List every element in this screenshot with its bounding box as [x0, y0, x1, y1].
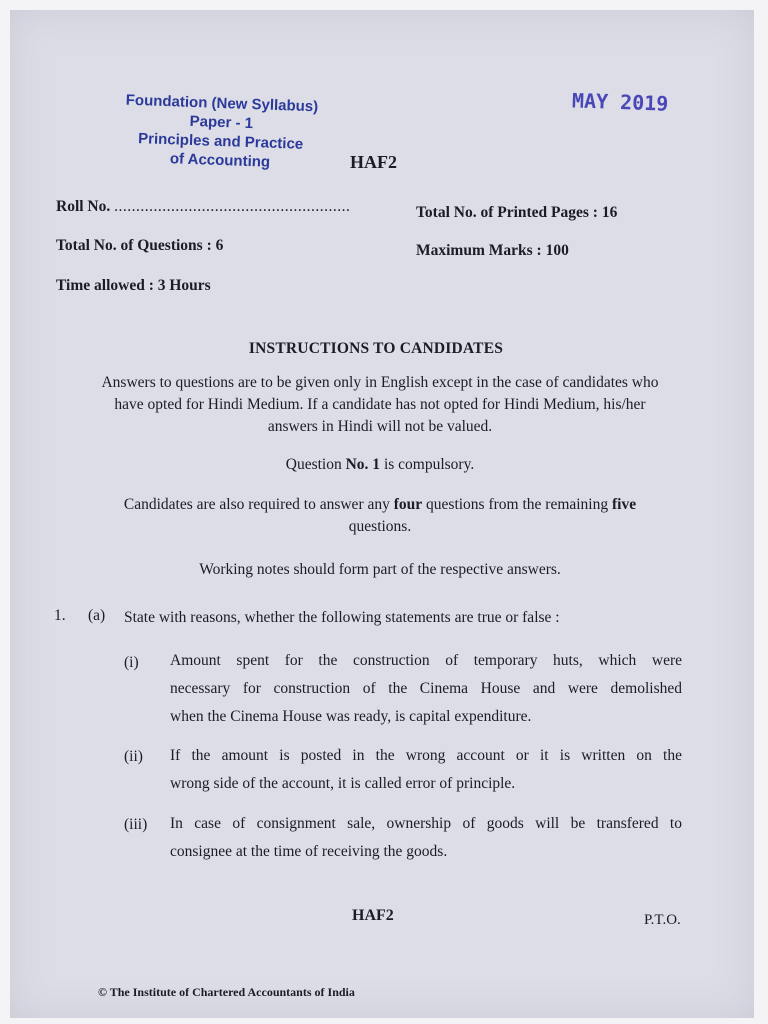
- question-stem: State with reasons, whether the following statements are true or false :: [124, 609, 560, 626]
- question-number: 1.: [54, 607, 66, 624]
- total-questions: Total No. of Questions : 6: [56, 237, 224, 254]
- please-turn-over: P.T.O.: [644, 912, 681, 928]
- exam-paper-page: [10, 10, 754, 1018]
- statement-i: [170, 647, 682, 731]
- choice-prefix: Candidates are also required to answer any: [123, 496, 394, 513]
- statement-iii-line-1: In case of consignment sale, ownership of goods will be transfered to: [170, 815, 682, 832]
- copyright-notice: © The Institute of Chartered Accountants of India: [98, 985, 355, 999]
- roll-no: [56, 198, 350, 216]
- compulsory-suffix: is compulsory.: [380, 456, 475, 473]
- choice-middle: questions from the remaining: [422, 496, 612, 513]
- stamp-line-subject-1: Principles and Practice: [137, 130, 304, 153]
- item-label-i: (i): [124, 654, 139, 671]
- statement-i-line-3: when the Cinema House was ready, is capital expenditure.: [170, 708, 532, 725]
- item-label-iii: (iii): [124, 816, 148, 833]
- language-line-2: have opted for Hindi Medium. If a candidate has not opted for Hindi Medium, his/her: [114, 396, 646, 413]
- statement-i-line-2: necessary for construction of the Cinema House and were demolished: [170, 680, 682, 697]
- choice-instruction: [50, 494, 710, 538]
- language-instruction: [40, 372, 720, 438]
- statement-ii-line-2: wrong side of the account, it is called error of principle.: [170, 775, 516, 792]
- paper-code: HAF2: [350, 152, 397, 172]
- choice-remaining: five: [612, 496, 637, 513]
- time-allowed: Time allowed : 3 Hours: [56, 277, 211, 294]
- compulsory-prefix: Question: [285, 456, 346, 473]
- choice-line-2: questions.: [348, 518, 412, 535]
- total-printed-pages: Total No. of Printed Pages : 16: [416, 204, 618, 221]
- statement-iii-line-2: consignee at the time of receiving the goods.: [170, 843, 448, 860]
- stamp-line-paper: Paper - 1: [189, 112, 254, 133]
- choice-line-1: [50, 494, 710, 516]
- roll-no-dots: ......................................................: [114, 198, 351, 215]
- stamp-line-course: Foundation (New Syllabus): [125, 91, 319, 116]
- date-stamp: MAY 2019: [571, 88, 669, 116]
- compulsory-number: No. 1: [345, 456, 381, 473]
- statement-iii: [170, 810, 682, 866]
- course-stamp: [115, 90, 328, 173]
- statement-ii-line-1: If the amount is posted in the wrong account or it is written on the: [170, 747, 682, 764]
- question-part: (a): [88, 607, 106, 624]
- item-label-ii: (ii): [124, 748, 143, 765]
- statement-i-line-1: Amount spent for the construction of temporary huts, which were: [170, 652, 682, 669]
- maximum-marks: Maximum Marks : 100: [416, 242, 569, 259]
- language-line-1: Answers to questions are to be given only in English except in the case of candidates who: [101, 374, 659, 391]
- footer-paper-code: HAF2: [352, 907, 394, 924]
- stamp-line-subject-2: of Accounting: [169, 150, 271, 171]
- instructions-heading: INSTRUCTIONS TO CANDIDATES: [248, 340, 504, 357]
- compulsory-instruction: [60, 454, 700, 476]
- language-line-3: answers in Hindi will not be valued.: [267, 418, 493, 435]
- statement-ii: [170, 742, 682, 798]
- working-notes-instruction: Working notes should form part of the respective answers.: [199, 561, 561, 578]
- roll-no-label: Roll No.: [56, 198, 111, 215]
- choice-count: four: [393, 496, 423, 513]
